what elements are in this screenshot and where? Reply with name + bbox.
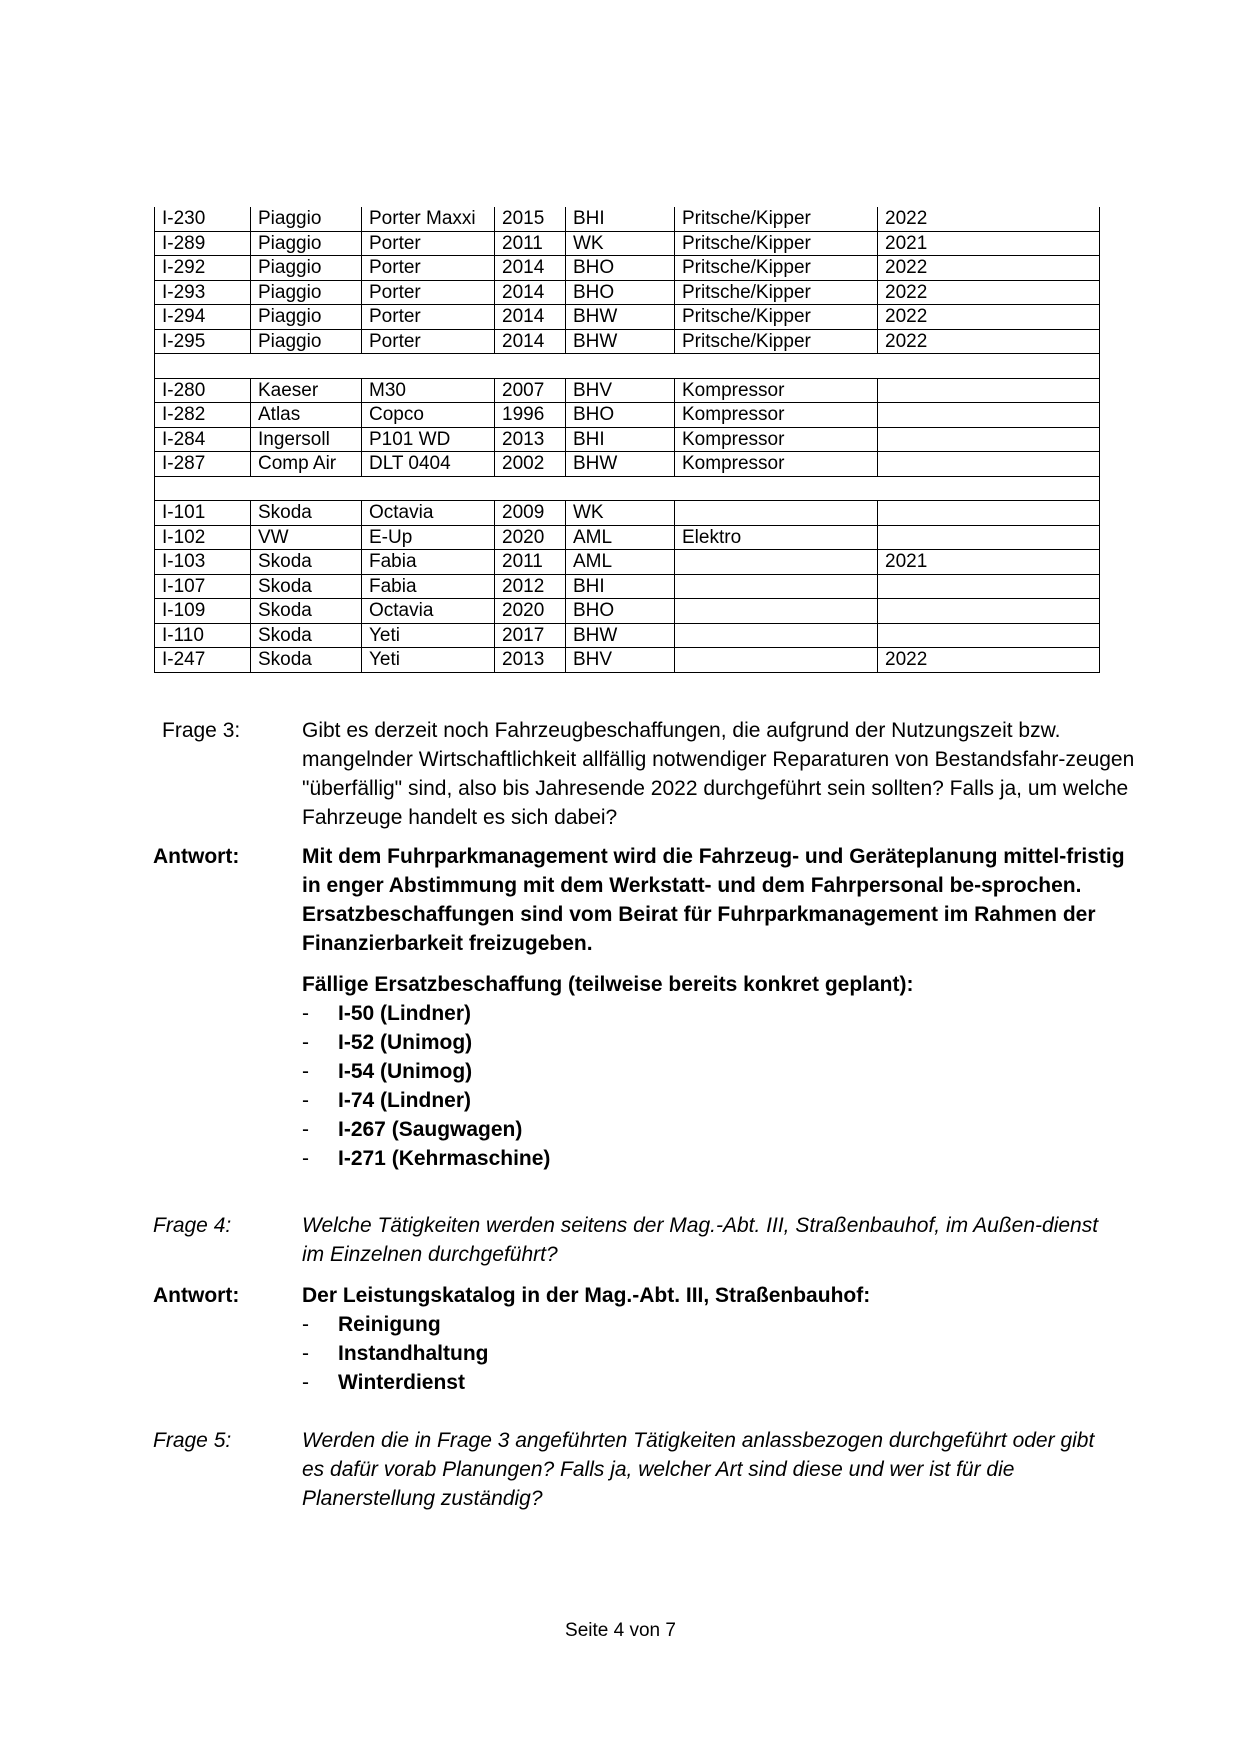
cell-location: BHI [566, 574, 675, 599]
cell-location: BHI [566, 207, 675, 231]
table-spacer-row [155, 476, 1100, 501]
cell-model: Yeti [362, 648, 495, 673]
cell-type [675, 550, 878, 575]
cell-make: Skoda [251, 599, 362, 624]
cell-model: Porter Maxxi [362, 207, 495, 231]
list-item-text: Instandhaltung [338, 1342, 489, 1365]
cell-make: Kaeser [251, 378, 362, 403]
fleet-table-body [155, 207, 1100, 672]
cell-id: I-280 [155, 378, 251, 403]
cell-location: BHW [566, 329, 675, 354]
list-item [302, 999, 1137, 1028]
cell-model: Porter [362, 256, 495, 281]
answer-3-list-title: Fällige Ersatzbeschaffung (teilweise bereits konkret geplant): [302, 973, 914, 996]
cell-location: BHO [566, 256, 675, 281]
cell-model: Octavia [362, 599, 495, 624]
bullet-dash: - [302, 1342, 309, 1365]
cell-model: DLT 0404 [362, 452, 495, 477]
answer-3-text: Mit dem Fuhrparkmanagement wird die Fahrzeug- und Geräteplanung mittel-fristig in enger Abstimmung mit dem Werkstatt- und dem Fahrpersonal be-sprochen. Ersatzbeschaffungen sind vom Beirat für Fuhrparkmanagement im Rahmen der Finanzierbarkeit freizugeben. [302, 845, 1125, 955]
table-row [155, 256, 1100, 281]
cell-replacement-year: 2022 [878, 305, 1100, 330]
cell-replacement-year: 2021 [878, 231, 1100, 256]
cell-make: Atlas [251, 403, 362, 428]
cell-type: Kompressor [675, 452, 878, 477]
cell-make: Skoda [251, 648, 362, 673]
cell-make: Skoda [251, 501, 362, 526]
service-catalog-list [302, 1310, 1152, 1397]
list-item [302, 1057, 1137, 1086]
cell-type [675, 574, 878, 599]
page-number-footer: Seite 4 von 7 [565, 1620, 676, 1641]
cell-make: Ingersoll [251, 427, 362, 452]
answer-3-label: Antwort: [153, 845, 240, 868]
table-row [155, 427, 1100, 452]
cell-year: 2020 [495, 599, 566, 624]
table-row [155, 403, 1100, 428]
list-item [302, 1086, 1137, 1115]
cell-replacement-year: 2022 [878, 207, 1100, 231]
bullet-dash: - [302, 1089, 309, 1112]
cell-type: Pritsche/Kipper [675, 280, 878, 305]
cell-year: 2020 [495, 525, 566, 550]
table-spacer-row [155, 354, 1100, 379]
cell-replacement-year [878, 378, 1100, 403]
cell-make: Skoda [251, 574, 362, 599]
table-row [155, 280, 1100, 305]
cell-type [675, 648, 878, 673]
cell-location: AML [566, 550, 675, 575]
cell-id: I-102 [155, 525, 251, 550]
cell-type: Pritsche/Kipper [675, 207, 878, 231]
cell-replacement-year: 2022 [878, 329, 1100, 354]
cell-id: I-293 [155, 280, 251, 305]
table-row [155, 329, 1100, 354]
question-4-label: Frage 4: [153, 1214, 232, 1237]
table-row [155, 231, 1100, 256]
cell-replacement-year: 2022 [878, 648, 1100, 673]
cell-replacement-year [878, 599, 1100, 624]
cell-model: Porter [362, 280, 495, 305]
list-item-text: I-54 (Unimog) [338, 1060, 473, 1083]
cell-model: Porter [362, 305, 495, 330]
list-item [302, 1115, 1137, 1144]
cell-year: 2002 [495, 452, 566, 477]
cell-year: 2013 [495, 427, 566, 452]
cell-replacement-year [878, 501, 1100, 526]
cell-year: 2007 [495, 378, 566, 403]
cell-replacement-year: 2022 [878, 280, 1100, 305]
cell-id: I-289 [155, 231, 251, 256]
list-item-text: I-50 (Lindner) [338, 1002, 472, 1025]
cell-type: Kompressor [675, 378, 878, 403]
cell-id: I-295 [155, 329, 251, 354]
cell-id: I-110 [155, 623, 251, 648]
cell-type: Kompressor [675, 427, 878, 452]
cell-id: I-103 [155, 550, 251, 575]
cell-year: 2009 [495, 501, 566, 526]
cell-id: I-247 [155, 648, 251, 673]
cell-model: Copco [362, 403, 495, 428]
cell-location: AML [566, 525, 675, 550]
cell-year: 2013 [495, 648, 566, 673]
cell-model: M30 [362, 378, 495, 403]
cell-location: BHI [566, 427, 675, 452]
cell-year: 2014 [495, 256, 566, 281]
cell-type [675, 599, 878, 624]
bullet-dash: - [302, 1118, 309, 1141]
list-item [302, 1028, 1137, 1057]
cell-make: Piaggio [251, 207, 362, 231]
cell-location: BHV [566, 378, 675, 403]
cell-location: WK [566, 231, 675, 256]
cell-year: 2017 [495, 623, 566, 648]
list-item [302, 1144, 1137, 1173]
cell-make: Piaggio [251, 280, 362, 305]
cell-model: P101 WD [362, 427, 495, 452]
table-row [155, 207, 1100, 231]
cell-replacement-year [878, 574, 1100, 599]
table-row [155, 452, 1100, 477]
cell-replacement-year [878, 403, 1100, 428]
answer-4-label: Antwort: [153, 1284, 240, 1307]
answer-4-body [302, 1281, 1152, 1397]
question-4-text: Welche Tätigkeiten werden seitens der Mag.-Abt. III, Straßenbauhof, im Außen-dienst im Einzelnen durchgeführt? [302, 1214, 1099, 1266]
cell-id: I-230 [155, 207, 251, 231]
question-3-label: Frage 3: [162, 719, 241, 742]
cell-type [675, 501, 878, 526]
cell-make: Piaggio [251, 305, 362, 330]
table-row [155, 378, 1100, 403]
question-3-text: Gibt es derzeit noch Fahrzeugbeschaffungen, die aufgrund der Nutzungszeit bzw. mangelnder Wirtschaftlichkeit allfällig notwendiger Reparaturen von Bestandsfahr-zeugen "überfällig" sind, also bis Jahresende 2022 durchgeführt sein sollten? Falls ja, um welche Fahrzeuge handelt es sich dabei? [302, 719, 1135, 829]
cell-model: Fabia [362, 550, 495, 575]
table-row [155, 623, 1100, 648]
cell-make: Piaggio [251, 256, 362, 281]
bullet-dash: - [302, 1031, 309, 1054]
cell-model: Porter [362, 231, 495, 256]
cell-location: WK [566, 501, 675, 526]
cell-replacement-year [878, 452, 1100, 477]
table-row [155, 305, 1100, 330]
cell-type: Kompressor [675, 403, 878, 428]
cell-model: Porter [362, 329, 495, 354]
cell-make: Piaggio [251, 231, 362, 256]
fleet-table [154, 207, 1100, 673]
question-5-label: Frage 5: [153, 1429, 232, 1452]
bullet-dash: - [302, 1060, 309, 1083]
cell-id: I-292 [155, 256, 251, 281]
list-item-text: I-271 (Kehrmaschine) [338, 1147, 551, 1170]
replacement-list [302, 999, 1137, 1173]
table-row [155, 525, 1100, 550]
cell-year: 2015 [495, 207, 566, 231]
cell-location: BHO [566, 599, 675, 624]
cell-type [675, 623, 878, 648]
cell-type: Pritsche/Kipper [675, 329, 878, 354]
list-item [302, 1368, 1152, 1397]
cell-replacement-year: 2022 [878, 256, 1100, 281]
cell-replacement-year [878, 525, 1100, 550]
cell-id: I-101 [155, 501, 251, 526]
cell-model: E-Up [362, 525, 495, 550]
cell-year: 2014 [495, 280, 566, 305]
spacer-cell [155, 476, 1100, 501]
cell-location: BHW [566, 452, 675, 477]
cell-replacement-year [878, 427, 1100, 452]
paragraph-gap [302, 958, 1137, 970]
cell-location: BHO [566, 280, 675, 305]
list-item-text: I-74 (Lindner) [338, 1089, 472, 1112]
cell-model: Octavia [362, 501, 495, 526]
list-item [302, 1310, 1152, 1339]
list-item-text: Winterdienst [338, 1371, 465, 1394]
cell-location: BHO [566, 403, 675, 428]
list-item-text: I-267 (Saugwagen) [338, 1118, 523, 1141]
answer-3-body [302, 842, 1137, 1173]
table-row [155, 550, 1100, 575]
bullet-dash: - [302, 1002, 309, 1025]
cell-id: I-287 [155, 452, 251, 477]
list-item-text: I-52 (Unimog) [338, 1031, 473, 1054]
cell-make: Comp Air [251, 452, 362, 477]
cell-location: BHW [566, 305, 675, 330]
answer-4-text: Der Leistungskatalog in der Mag.-Abt. III, Straßenbauhof: [302, 1284, 871, 1307]
cell-make: VW [251, 525, 362, 550]
spacer-cell [155, 354, 1100, 379]
cell-location: BHV [566, 648, 675, 673]
cell-id: I-109 [155, 599, 251, 624]
cell-location: BHW [566, 623, 675, 648]
list-item [302, 1339, 1152, 1368]
cell-year: 2011 [495, 550, 566, 575]
cell-replacement-year: 2021 [878, 550, 1100, 575]
cell-type: Elektro [675, 525, 878, 550]
cell-type: Pritsche/Kipper [675, 231, 878, 256]
table-row [155, 648, 1100, 673]
cell-id: I-294 [155, 305, 251, 330]
cell-id: I-282 [155, 403, 251, 428]
cell-year: 2012 [495, 574, 566, 599]
bullet-dash: - [302, 1147, 309, 1170]
bullet-dash: - [302, 1313, 309, 1336]
bullet-dash: - [302, 1371, 309, 1394]
table-row [155, 599, 1100, 624]
table-row [155, 501, 1100, 526]
cell-id: I-107 [155, 574, 251, 599]
cell-id: I-284 [155, 427, 251, 452]
cell-year: 2011 [495, 231, 566, 256]
cell-make: Piaggio [251, 329, 362, 354]
cell-replacement-year [878, 623, 1100, 648]
cell-model: Yeti [362, 623, 495, 648]
cell-type: Pritsche/Kipper [675, 305, 878, 330]
cell-make: Skoda [251, 623, 362, 648]
cell-year: 1996 [495, 403, 566, 428]
cell-year: 2014 [495, 305, 566, 330]
cell-model: Fabia [362, 574, 495, 599]
cell-type: Pritsche/Kipper [675, 256, 878, 281]
list-item-text: Reinigung [338, 1313, 441, 1336]
cell-make: Skoda [251, 550, 362, 575]
question-5-text: Werden die in Frage 3 angeführten Tätigkeiten anlassbezogen durchgeführt oder gibt es dafür vorab Planungen? Falls ja, welcher Art sind diese und wer ist für die Planerstellung zuständig? [302, 1429, 1095, 1510]
cell-year: 2014 [495, 329, 566, 354]
table-row [155, 574, 1100, 599]
